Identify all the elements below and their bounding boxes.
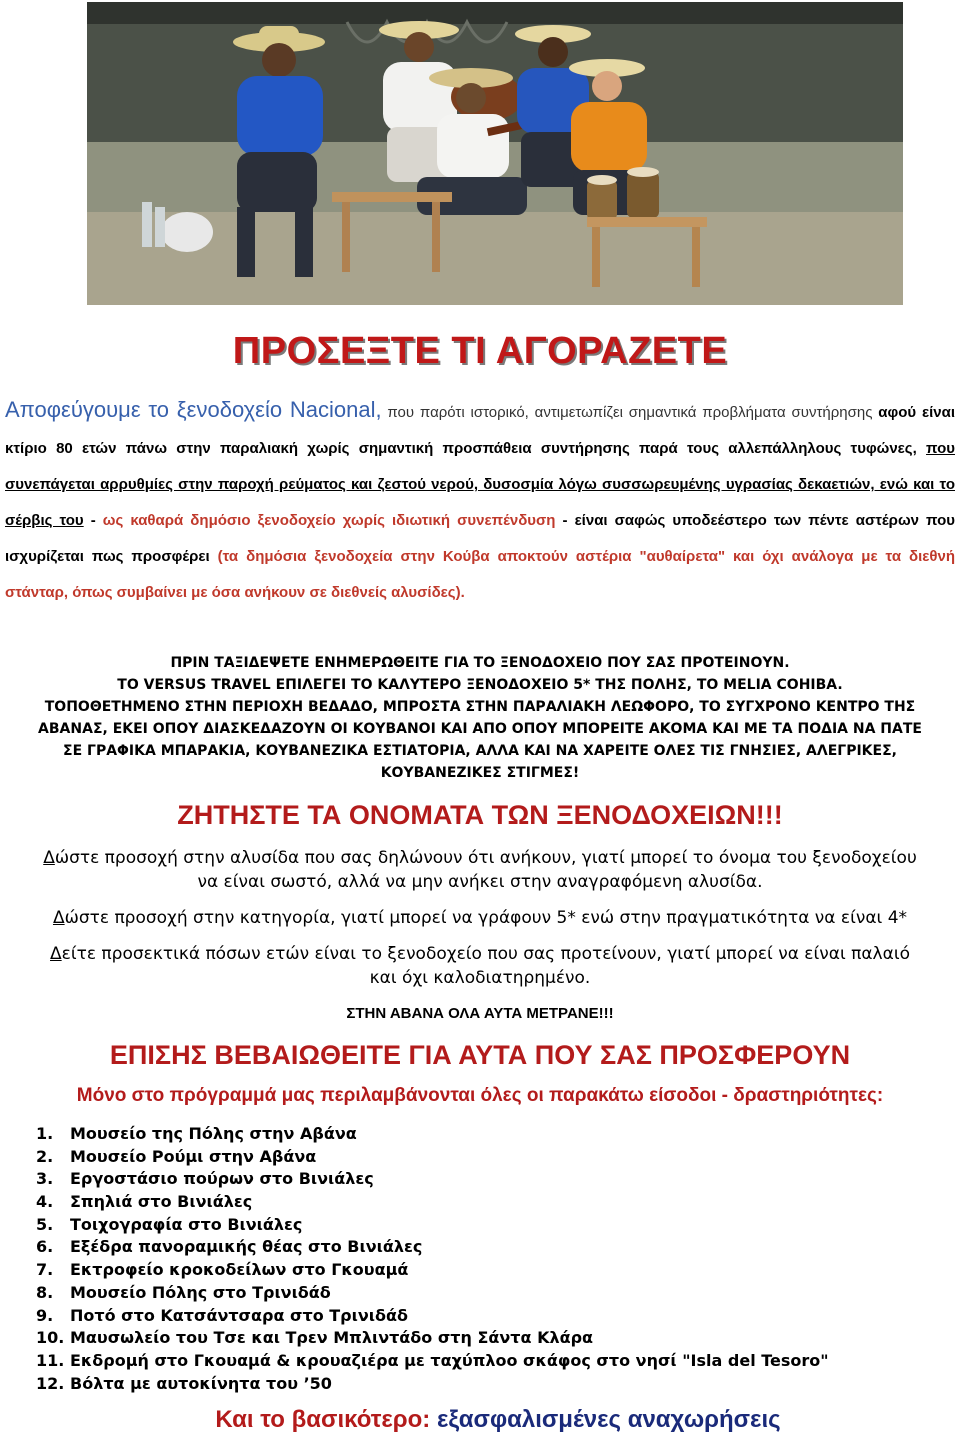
- intro-part1: που παρότι ιστορικό, αντιμετωπίζει σημαντικά προβλήματα συντήρησης: [381, 404, 879, 421]
- tip-initial: Δ: [50, 944, 62, 964]
- list-item: 6. Εξέδρα πανοραμικής θέας στο Βινιάλες: [36, 1237, 423, 1257]
- intro-part7: (τα δημόσια ξενοδοχεία στην Κούβα αποκτούν αστέρια "αυθαίρετα" και όχι ανάλογα με τα διεθνή στάνταρ, όπως συμβαίνει με όσα ανήκουν σε διεθνείς αλυσίδες).: [5, 548, 955, 601]
- list-item: 4. Σπηλιά στο Βινιάλες: [36, 1192, 253, 1212]
- final-label: Και το βασικότερο:: [215, 1406, 431, 1433]
- tip: [40, 906, 920, 930]
- page-headline: ΠΡΟΣΕΞΤΕ ΤΙ ΑΓΟΡΑΖΕΤΕ: [232, 330, 728, 372]
- intro-part3: που συνεπάγεται αρρυθμίες στην παροχή ρεύματος και ζεστού νερού, δυσοσμία λόγω συσσωρευμένης υγρασίας δεκαετιών, ενώ και το σέρβις του: [5, 440, 955, 529]
- tip-text: ώστε προσοχή στην κατηγορία, γιατί μπορεί να γράφουν 5* ενώ στην πραγματικότητα να είναι 4*: [64, 908, 908, 928]
- list-item: 9. Ποτό στο Κατσάντσαρα στο Τρινιδάδ: [36, 1305, 408, 1325]
- list-item: 11. Εκδρομή στο Γκουαμά & κρουαζιέρα με ταχύπλοο σκάφος στο νησί "Isla del Tesoro": [36, 1350, 829, 1370]
- notice-line: ΠΡΙΝ ΤΑΞΙΔΕΨΕΤΕ ΕΝΗΜΕΡΩΘΕΙΤΕ ΓΙΑ ΤΟ ΞΕΝΟΔΟΧΕΙΟ ΠΟΥ ΣΑΣ ΠΡΟΤΕΙΝΟΥΝ.: [170, 655, 790, 671]
- list-item: 12. Βόλτα με αυτοκίνητα του ’50: [36, 1373, 332, 1393]
- final-text: εξασφαλισμένες αναχωρήσεις: [430, 1406, 781, 1433]
- notice-line: ΤΟΠΟΘΕΤΗΜΕΝΟ ΣΤΗΝ ΠΕΡΙΟΧΗ ΒΕΔΑΔΟ, ΜΠΡΟΣΤΑ ΣΤΗΝ ΠΑΡΑΛΙΑΚΗ ΛΕΩΦΟΡΟ, ΤΟ ΣΥΓΧΡΟΝΟ ΚΕΝΤΡΟ ΤΗΣ ΑΒΑΝΑΣ, ΕΚΕΙ ΟΠΟΥ ΔΙΑΣΚΕΔΑΖΟΥΝ ΟΙ ΚΟΥΒΑΝΟΙ ΚΑΙ ΑΠΟ ΟΠΟΥ ΜΠΟΡΕΙΤΕ ΑΚΟΜΑ ΚΑΙ ΜΕ ΤΑ ΠΟΔΙΑ ΝΑ ΠΑΤΕ ΣΕ ΓΡΑΦΙΚΑ ΜΠΑΡΑΚΙΑ, ΚΟΥΒΑΝΕΖΙΚΑ ΕΣΤΙΑΤΟΡΙΑ, ΑΛΛΑ ΚΑΙ ΝΑ ΧΑΡΕΙΤΕ ΟΛΕΣ ΤΙΣ ΓΝΗΣΙΕΣ, ΑΛΕΓΡΙΚΕΣ, ΚΟΥΒΑΝΕΖΙΚΕΣ ΣΤΙΓΜΕΣ!: [38, 699, 922, 781]
- list-item: 3. Εργοστάσιο πούρων στο Βινιάλες: [36, 1169, 374, 1189]
- tip: [40, 942, 920, 990]
- list-item: 5. Τοιχογραφία στο Βινιάλες: [36, 1214, 303, 1234]
- activities-list: [36, 1123, 936, 1395]
- also-heading: ΕΠΙΣΗΣ ΒΕΒΑΙΩΘΕΙΤΕ ΓΙΑ ΑΥΤΑ ΠΟΥ ΣΑΣ ΠΡΟΣΦΕΡΟΥΝ: [109, 1040, 851, 1070]
- tips-block: [40, 846, 920, 1002]
- matter-line: ΣΤΗΝ ΑΒΑΝΑ ΟΛΑ ΑΥΤΑ ΜΕΤΡΑΝΕ!!!: [346, 1005, 614, 1022]
- activities-intro: Μόνο στο πρόγραμμά μας περιλαμβάνονται όλες οι παρακάτω είσοδοι - δραστηριότητες:: [76, 1085, 884, 1106]
- intro-lead: Αποφεύγουμε το ξενοδοχείο Nacional,: [5, 397, 382, 422]
- hotel-notice: [30, 652, 930, 784]
- intro-part5: ως καθαρά δημόσιο ξενοδοχείο χωρίς ιδιωτική συνεπένδυση: [102, 512, 556, 529]
- list-item: 8. Μουσείο Πόλης στο Τρινιδάδ: [36, 1282, 331, 1302]
- intro-part2: αφού είναι κτίριο 80 ετών πάνω στην παραλιακή χωρίς σημαντική προσπάθεια συντήρησης παρά τους αλλεπάλληλους τυφώνες,: [5, 404, 955, 457]
- intro-part6: - είναι σαφώς υποδεέστερο των πέντε αστέρων που ισχυρίζεται πως προσφέρει: [5, 512, 955, 565]
- intro-paragraph: [5, 392, 955, 611]
- musicians-photo: [87, 2, 903, 305]
- notice-line: ΤΟ VERSUS TRAVEL ΕΠΙΛΕΓΕΙ ΤΟ ΚΑΛΥΤΕΡΟ ΞΕΝΟΔΟΧΕΙΟ 5* ΤΗΣ ΠΟΛΗΣ, ΤΟ MELIA COHIBA.: [117, 677, 843, 693]
- tip-initial: Δ: [43, 848, 55, 868]
- tip-text: ώστε προσοχή στην αλυσίδα που σας δηλώνουν ότι ανήκουν, γιατί μπορεί το όνομα του ξενοδοχείου να είναι σωστό, αλλά να μην ανήκει στην αναγραφόμενη αλυσίδα.: [54, 848, 917, 892]
- intro-part4: -: [83, 512, 103, 529]
- tip-initial: Δ: [52, 908, 65, 928]
- ask-heading: ΖΗΤΗΣΤΕ ΤΑ ΟΝΟΜΑΤΑ ΤΩΝ ΞΕΝΟΔΟΧΕΙΩΝ!!!: [177, 800, 783, 830]
- list-item: 2. Μουσείο Ρούμι στην Αβάνα: [36, 1146, 317, 1166]
- list-item: 10. Μαυσωλείο του Τσε και Τρεν Μπλιντάδο στη Σάντα Κλάρα: [36, 1328, 594, 1348]
- final-line: [0, 1406, 960, 1434]
- tip: [40, 846, 920, 894]
- tip-text: είτε προσεκτικά πόσων ετών είναι το ξενοδοχείο που σας προτείνουν, γιατί μπορεί να είναι παλαιό και όχι καλοδιατηρημένο.: [61, 944, 910, 988]
- list-item: 7. Εκτροφείο κροκοδείλων στο Γκουαμά: [36, 1260, 409, 1280]
- list-item: 1. Μουσείο της Πόλης στην Αβάνα: [36, 1124, 357, 1143]
